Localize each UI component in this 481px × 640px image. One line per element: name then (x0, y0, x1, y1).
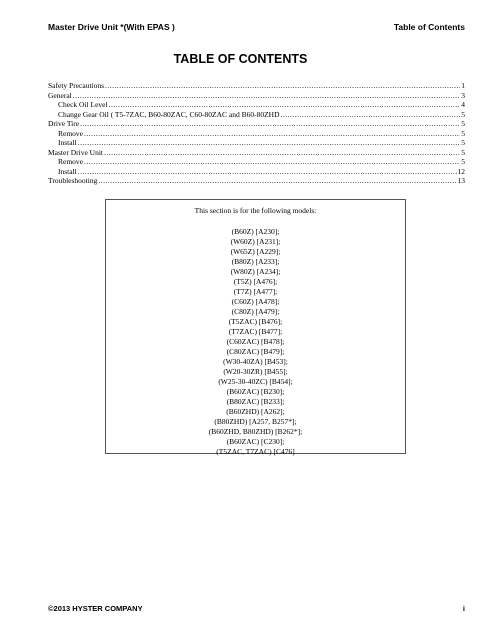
toc-entry-title: Remove (58, 128, 83, 138)
toc-dot-leader (78, 167, 457, 177)
toc-entry[interactable] (48, 91, 465, 101)
model-item: (T7ZAC) [B477]; (228, 326, 283, 336)
toc-entry-page: 5 (461, 128, 465, 138)
toc-entry[interactable] (48, 110, 465, 120)
toc-entry-title: Install (58, 138, 77, 147)
toc-dot-leader (98, 176, 456, 186)
toc-entry-title: Drive Tire (48, 119, 80, 128)
toc-entry-page: 5 (461, 147, 465, 157)
toc-entry-page: 5 (461, 138, 465, 147)
model-item: (B80ZAC) [B233]; (226, 396, 285, 406)
page-header (48, 22, 465, 36)
toc-entry[interactable] (48, 81, 465, 91)
toc-entry-title: Safety Precautions (48, 81, 105, 90)
model-item: (T5ZAC, T7ZAC) [C476] (216, 446, 295, 456)
toc-entry[interactable] (48, 148, 465, 158)
model-item: (W20-30ZR) [B455]; (223, 366, 288, 376)
toc-entry-page: 4 (461, 100, 465, 109)
model-item: (T5Z) [A476]; (233, 276, 278, 286)
models-intro: This section is for the following models: (194, 206, 317, 215)
model-item: (B60Z) [A230]; (231, 226, 280, 236)
toc-entry-title: Check Oil Level (58, 100, 108, 109)
model-item: (T7Z) [A477]; (233, 286, 278, 296)
toc-entry-page: 5 (461, 109, 465, 119)
toc-entry[interactable] (48, 176, 465, 186)
toc-dot-leader (78, 138, 461, 148)
toc-dot-leader (84, 157, 460, 167)
page-footer (48, 604, 465, 616)
header-section-title: Table of Contents (393, 22, 465, 32)
model-item: (W30-40ZA) [B453]; (223, 356, 288, 366)
toc-dot-leader (109, 100, 461, 110)
toc-dot-leader (84, 129, 460, 139)
toc-dot-leader (281, 110, 461, 120)
toc-entry-title: General (48, 90, 72, 100)
toc-entry-title: Change Gear Oil ( T5-7ZAC, B60-80ZAC, C60-80ZAC and B60-80ZHD (58, 109, 280, 119)
toc-dot-leader (104, 148, 460, 158)
model-item: (B60ZHD, B80ZHD) [B262*]; (208, 426, 303, 436)
model-item: (T5ZAC) [B476]; (228, 316, 283, 326)
toc-entry[interactable] (48, 138, 465, 148)
toc-entry[interactable] (48, 157, 465, 167)
model-item: (B60ZAC) [B230]; (226, 386, 285, 396)
model-item: (B80Z) [A233]; (231, 256, 280, 266)
model-item: (W25-30-40ZC) [B454]; (218, 376, 293, 386)
model-item: (B80ZHD) [A257, B257*]; (214, 416, 297, 426)
model-item: (W60Z) [A231]; (230, 236, 281, 246)
table-of-contents (48, 81, 465, 186)
model-item: (C60Z) [A478]; (231, 296, 280, 306)
toc-entry-title: Remove (58, 157, 83, 166)
toc-entry[interactable] (48, 119, 465, 129)
page-title: TABLE OF CONTENTS (173, 52, 308, 66)
toc-entry[interactable] (48, 167, 465, 177)
model-item: (C60ZAC) [B478]; (226, 336, 285, 346)
toc-entry[interactable] (48, 129, 465, 139)
toc-entry-page: 5 (461, 119, 465, 128)
footer-page-number: i (462, 604, 465, 613)
toc-entry-page: 13 (457, 176, 465, 185)
toc-entry-page: 12 (457, 166, 465, 176)
header-document-title: Master Drive Unit *(With EPAS ) (48, 22, 175, 32)
toc-entry-title: Troubleshooting (48, 176, 98, 185)
model-item: (C80ZAC) [B479]; (226, 346, 285, 356)
toc-entry[interactable] (48, 100, 465, 110)
toc-dot-leader (80, 119, 460, 129)
toc-entry-title: Master Drive Unit (48, 147, 103, 157)
models-list (106, 227, 405, 457)
toc-entry-page: 5 (461, 157, 465, 166)
toc-entry-page: 1 (461, 81, 465, 90)
model-item: (B60ZHD) [A262]; (226, 406, 285, 416)
model-item: (W65Z) [A229]; (230, 246, 281, 256)
models-box (105, 199, 406, 454)
footer-copyright: ©2013 HYSTER COMPANY (48, 604, 143, 613)
model-item: (B60ZAC) [C230]; (226, 436, 285, 446)
toc-entry-page: 3 (461, 90, 465, 100)
model-item: (C80Z) [A479]; (231, 306, 280, 316)
toc-entry-title: Install (58, 166, 77, 176)
model-item: (W80Z) [A234]; (230, 266, 281, 276)
toc-dot-leader (73, 91, 461, 101)
toc-dot-leader (105, 81, 460, 91)
